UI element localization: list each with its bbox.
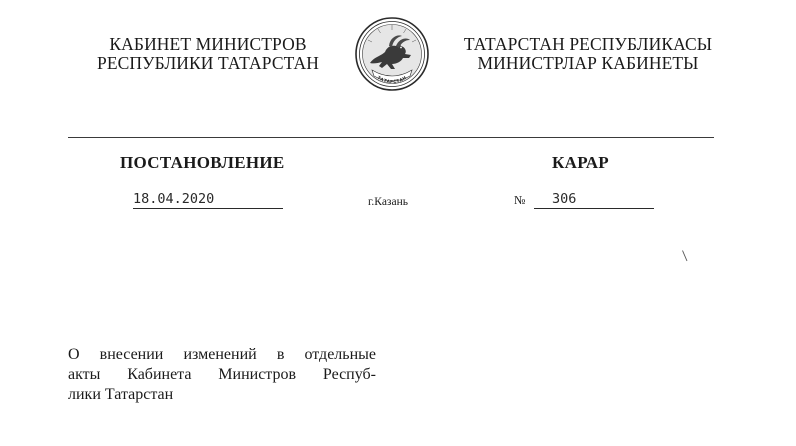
number-value: 306 [552,191,577,207]
city-label: г.Казань [368,196,408,208]
header-divider [68,137,714,138]
org-name-tatar-line-2: МИНИСТРЛАР КАБИНЕТЫ [477,53,699,73]
org-name-tatar [448,35,728,73]
doc-type-russian: ПОСТАНОВЛЕНИЕ [120,153,285,172]
date-value: 18.04.2020 [133,191,215,207]
org-name-tatar-line-1: ТАТАРСТАН РЕСПУБЛИКАСЫ [463,34,713,54]
date-field [133,190,283,209]
org-name-russian-line-1: КАБИНЕТ МИНИСТРОВ [109,34,307,54]
org-name-russian-line-2: РЕСПУБЛИКИ ТАТАРСТАН [96,53,319,73]
scan-artifact-mark [682,250,688,262]
decree-subject [68,345,376,405]
number-sign: № [514,193,526,207]
subject-line-2: акты Кабинета Министров Респуб- [68,366,376,383]
svg-text:ТАТАРСТАН: ТАТАРСТАН [376,74,408,85]
doc-type-tatar: КАРАР [552,153,609,172]
org-name-russian [88,35,328,73]
subject-line-1: О внесении изменений в отдельные [68,346,376,363]
number-field [534,190,654,209]
subject-line-3: лики Татарстан [68,386,174,403]
tatarstan-coat-of-arms-icon [354,16,430,92]
